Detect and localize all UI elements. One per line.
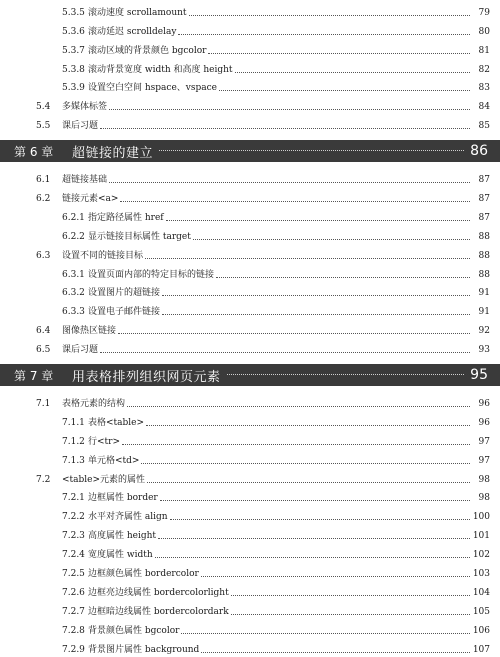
section-title: <table>元素的属性: [62, 474, 146, 485]
dot-leader: [189, 15, 470, 16]
section-title: 指定路径属性 href: [88, 212, 164, 223]
toc-subsection-entry[interactable]: [0, 618, 500, 637]
section-number: 7.2.1: [62, 493, 85, 504]
dot-leader: [231, 614, 470, 615]
section-title: 设置电子邮件链接: [88, 307, 161, 318]
section-number: 7.2.8: [62, 625, 85, 636]
page-number: 88: [478, 250, 490, 261]
toc-subsection-entry[interactable]: [0, 523, 500, 542]
toc-subsection-entry[interactable]: [0, 486, 500, 505]
page-number: 97: [478, 436, 490, 447]
section-number: 7.2.2: [62, 512, 85, 523]
page-number: 79: [478, 7, 490, 18]
page-number: 87: [478, 194, 490, 205]
section-number: 7.2.9: [62, 644, 85, 655]
toc-section-entry[interactable]: [0, 94, 500, 113]
section-number: 6.5: [36, 345, 51, 356]
section-number: 7.1: [36, 399, 51, 410]
section-number: 7.2.5: [62, 569, 85, 580]
section-title: 高度属性 height: [88, 531, 157, 542]
page-number: 96: [478, 399, 490, 410]
dot-leader: [231, 595, 470, 596]
page-number: 84: [478, 102, 490, 113]
toc-section-entry[interactable]: [0, 113, 500, 132]
dot-leader: [147, 482, 470, 483]
section-title: 滚动速度 scrollamount: [88, 7, 187, 18]
page-number: 107: [472, 644, 490, 655]
section-title: 设置图片的超链接: [88, 288, 161, 299]
dot-leader: [118, 333, 470, 334]
toc-section-entry[interactable]: [0, 337, 500, 356]
chapter-page-number: 95: [470, 367, 488, 384]
section-title: 表格元素的结构: [62, 399, 126, 410]
toc-subsection-entry[interactable]: [0, 0, 500, 19]
dot-leader: [122, 444, 470, 445]
page-number: 97: [478, 455, 490, 466]
chapter-heading[interactable]: [0, 140, 500, 162]
dot-leader: [235, 72, 470, 73]
toc-subsection-entry[interactable]: [0, 224, 500, 243]
page-number: 102: [472, 550, 490, 561]
toc-subsection-entry[interactable]: [0, 542, 500, 561]
toc-subsection-entry[interactable]: [0, 429, 500, 448]
section-title: 水平对齐属性 align: [88, 512, 168, 523]
dot-leader: [178, 34, 470, 35]
toc-section-entry[interactable]: [0, 318, 500, 337]
section-title: 背景图片属性 background: [88, 644, 200, 655]
section-title: 链接元素<a>: [62, 194, 119, 205]
section-number: 7.2: [36, 474, 51, 485]
page-number: 83: [478, 83, 490, 94]
section-title: 设置不同的链接目标: [62, 250, 144, 261]
toc-subsection-entry[interactable]: [0, 299, 500, 318]
section-number: 7.1.3: [62, 455, 85, 466]
section-number: 5.3.7: [62, 45, 85, 56]
toc-subsection-entry[interactable]: [0, 637, 500, 656]
page-number: 96: [478, 417, 490, 428]
toc-subsection-entry[interactable]: [0, 205, 500, 224]
toc-subsection-entry[interactable]: [0, 57, 500, 76]
page-number: 87: [478, 175, 490, 186]
dot-leader: [146, 425, 470, 426]
toc-subsection-entry[interactable]: [0, 561, 500, 580]
section-title: 背景颜色属性 bgcolor: [88, 625, 180, 636]
page-number: 81: [478, 45, 490, 56]
page-number: 105: [472, 606, 490, 617]
section-title: 课后习题: [62, 345, 99, 356]
section-title: 边框颜色属性 bordercolor: [88, 569, 199, 580]
dot-leader: [159, 150, 464, 151]
dot-leader: [127, 406, 470, 407]
section-number: 5.3.8: [62, 64, 85, 75]
section-title: 图像热区链接: [62, 326, 117, 337]
section-title: 边框暗边线属性 bordercolordark: [88, 606, 229, 617]
section-title: 宽度属性 width: [88, 550, 153, 561]
section-number: 7.2.6: [62, 587, 85, 598]
section-number: 5.3.5: [62, 7, 85, 18]
dot-leader: [166, 220, 470, 221]
toc-subsection-entry[interactable]: [0, 599, 500, 618]
page-number: 101: [472, 531, 490, 542]
toc-subsection-entry[interactable]: [0, 504, 500, 523]
section-title: 边框亮边线属性 bordercolorlight: [88, 587, 229, 598]
section-number: 6.3.3: [62, 307, 85, 318]
toc-subsection-entry[interactable]: [0, 19, 500, 38]
section-title: 单元格<td>: [88, 455, 140, 466]
dot-leader: [219, 90, 470, 91]
toc-subsection-entry[interactable]: [0, 38, 500, 57]
toc-section-entry[interactable]: [0, 167, 500, 186]
toc-subsection-entry[interactable]: [0, 580, 500, 599]
dot-leader: [100, 128, 470, 129]
dot-leader: [160, 500, 470, 501]
dot-leader: [155, 557, 470, 558]
dot-leader: [162, 295, 470, 296]
page-number: 104: [472, 587, 490, 598]
section-number: 5.3.6: [62, 26, 85, 37]
page-number: 88: [478, 269, 490, 280]
dot-leader: [109, 182, 470, 183]
section-number: 5.5: [36, 121, 51, 132]
page-number: 106: [472, 625, 490, 636]
section-number: 7.2.3: [62, 531, 85, 542]
section-title: 滚动背景宽度 width 和高度 height: [88, 64, 233, 75]
dot-leader: [145, 258, 470, 259]
toc-section-entry[interactable]: [0, 243, 500, 262]
page-number: 87: [478, 212, 490, 223]
section-number: 6.3.2: [62, 288, 85, 299]
toc-subsection-entry[interactable]: [0, 76, 500, 95]
dot-leader: [120, 201, 470, 202]
dot-leader: [201, 576, 470, 577]
dot-leader: [227, 374, 465, 375]
section-title: 滚动区域的背景颜色 bgcolor: [88, 45, 207, 56]
page-number: 91: [478, 307, 490, 318]
dot-leader: [193, 239, 470, 240]
toc-section-entry[interactable]: [0, 186, 500, 205]
page-number: 88: [478, 231, 490, 242]
section-number: 6.2.1: [62, 212, 85, 223]
dot-leader: [109, 109, 470, 110]
page-number: 92: [478, 326, 490, 337]
page-number: 93: [478, 345, 490, 356]
section-title: 课后习题: [62, 121, 99, 132]
section-title: 超链接基础: [62, 175, 108, 186]
chapter-title: 用表格排列组织网页元素: [72, 369, 221, 385]
chapter-page-number: 86: [470, 143, 488, 160]
section-number: 6.4: [36, 326, 51, 337]
section-title: 行<tr>: [88, 436, 121, 447]
dot-leader: [141, 463, 470, 464]
chapter-heading[interactable]: [0, 364, 500, 386]
toc-subsection-entry[interactable]: [0, 410, 500, 429]
section-number: 6.2: [36, 194, 51, 205]
section-number: 7.1.2: [62, 436, 85, 447]
dot-leader: [158, 538, 470, 539]
page-number: 91: [478, 288, 490, 299]
section-title: 显示链接目标属性 target: [88, 231, 191, 242]
page-number: 100: [472, 512, 490, 523]
section-number: 5.4: [36, 102, 51, 113]
section-title: 设置空白空间 hspace、vspace: [88, 83, 217, 94]
toc-subsection-entry[interactable]: [0, 281, 500, 300]
section-title: 滚动延迟 scrolldelay: [88, 26, 177, 37]
page-number: 82: [478, 64, 490, 75]
section-number: 6.3.1: [62, 269, 85, 280]
dot-leader: [181, 633, 470, 634]
section-number: 7.2.4: [62, 550, 85, 561]
chapter-number: 第 6 章: [14, 144, 54, 159]
chapter-title: 超链接的建立: [72, 145, 154, 161]
toc-subsection-entry[interactable]: [0, 448, 500, 467]
toc-subsection-entry[interactable]: [0, 262, 500, 281]
toc-section-entry[interactable]: [0, 467, 500, 486]
section-number: 5.3.9: [62, 83, 85, 94]
dot-leader: [201, 652, 470, 653]
toc-section-entry[interactable]: [0, 391, 500, 410]
dot-leader: [170, 519, 470, 520]
section-number: 7.1.1: [62, 417, 85, 428]
section-title: 多媒体标签: [62, 102, 108, 113]
page-number: 85: [478, 121, 490, 132]
section-number: 6.2.2: [62, 231, 85, 242]
section-title: 表格<table>: [88, 417, 145, 428]
section-number: 7.2.7: [62, 606, 85, 617]
dot-leader: [100, 352, 470, 353]
section-number: 6.3: [36, 250, 51, 261]
dot-leader: [216, 277, 470, 278]
page-number: 80: [478, 26, 490, 37]
section-title: 边框属性 border: [88, 493, 158, 504]
page-number: 98: [478, 493, 490, 504]
page-number: 98: [478, 474, 490, 485]
chapter-number: 第 7 章: [14, 368, 54, 383]
section-title: 设置页面内部的特定目标的链接: [88, 269, 215, 280]
page-number: 103: [472, 569, 490, 580]
section-number: 6.1: [36, 175, 51, 186]
dot-leader: [208, 53, 470, 54]
dot-leader: [162, 314, 470, 315]
